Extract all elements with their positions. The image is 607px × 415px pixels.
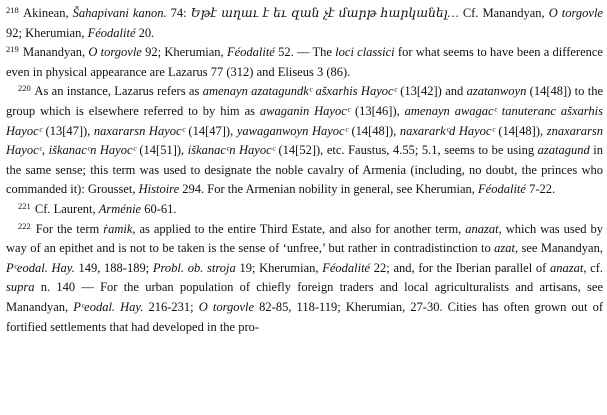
footnote-222 [6,220,603,338]
italic-text: ṙamik [103,221,133,236]
italic-text: znaxararsn Hayocᶜ [6,123,604,158]
italic-text: supra [6,280,35,295]
footnote-text [6,222,603,334]
text-run: 19; Kherumian, [235,260,323,275]
footnote-number: 222 [18,220,31,231]
italic-text: anazat [465,221,499,236]
text-run: For the term [35,221,104,236]
text-run: 92; Kherumian, [6,25,88,40]
text-run: 216-231; [143,299,199,314]
text-run: , [41,143,49,158]
text-run: (14[51]), [135,143,188,158]
italic-text: azatanwoyn [466,84,527,99]
text-run: , which was used by way of an epithet and is not to be taken is the sense of ‘unfree,’ but rather in contradistinction to [6,221,604,256]
text-run: 60-61. [141,201,177,216]
text-run: (14[48]) to the group which is elsewhere referred to by him as [6,84,604,118]
italic-text: O torgovle [198,299,255,314]
footnote-220 [6,82,603,200]
italic-text: Եթէ աղաւ է եւ զան չէ մարթ հարկանել… [190,6,459,20]
text-run: (13[42]) and [396,84,467,99]
italic-text: amenayn azatagundkᶜ ašxarhis Hayocᶜ [202,84,397,99]
text-run: n. 140 — For the urban population of chiefly foreign traders and local agriculturalists and artisans, see Manandyan, [6,280,603,314]
text-run: (13[46]), [350,103,405,118]
footnote-text [6,45,603,79]
italic-text: loci classici [335,45,395,60]
text-run: , cf. [583,260,603,275]
text-run: 294. For the Armenian nobility in general, see Kherumian, [179,182,479,197]
italic-text: iškanacᶜn Hayocᶜ [48,143,136,158]
italic-text: O torgovle [88,45,142,60]
italic-text: Šahapivani kanon. [72,6,167,20]
text-run: in the same sense; this term was used to designate the noble cavalry of Armenia (including, no doubt, the princes who commanded it): Grousset, [6,143,604,197]
italic-text: Féodalité [87,25,136,40]
italic-text: Arménie [98,201,142,216]
text-run: 82-85, 118-119; Kherumian, 27-30. Cities has often grown out of fortified settlements that had developed in the pro- [6,299,603,334]
footnote-text [6,84,603,196]
footnote-number: 221 [18,200,31,211]
italic-text: O torgovle [548,6,603,20]
italic-text: yawaganwoyn Hayocᶜ [236,123,348,138]
footnote-text [32,202,177,216]
footnote-219 [6,43,603,82]
text-run: Cf. Laurent, [34,201,99,216]
text-run: Akinean, [23,6,73,20]
footnote-number: 219 [6,44,19,55]
footnote-text [6,6,603,40]
text-run: 52. — The [274,45,336,60]
italic-text: awaganin Hayocᶜ [259,103,351,118]
italic-text: Féodalité [478,182,526,197]
text-run: , as applied to the entire Third Estate, and also for another term, [132,221,466,236]
italic-text: anazat [549,260,584,275]
text-run: (14[48]), [347,123,400,138]
text-run: 149, 188-189; [74,260,153,275]
italic-text: naxararsn Hayocᶜ [93,123,185,138]
text-run: 92; Kherumian, [141,45,227,60]
italic-text: amenayn awagacᶜ tanuteranc ašxarhis Hayocᶜ [6,103,603,138]
text-run: (14[52]), etc. Faustus, 4.55; 5.1, seems to be using [274,143,538,158]
italic-text: Probl. ob. stroja [152,260,236,275]
text-run: 20. [135,25,155,40]
italic-text: Féodalité [322,260,371,275]
text-run: (14[48]), [494,123,547,138]
text-run: 7-22. [525,182,556,197]
text-run: for what seems to have been a difference even in physical appearance are Lazarus 77 (312) and Eliseus 3 (86). [6,45,603,79]
text-run: , see Manandyan, [514,241,603,256]
footnote-221 [6,200,603,220]
text-run: 22; and, for the Iberian parallel of [370,260,550,275]
italic-text: Pᶜeodal. Hay. [6,260,75,275]
text-run: (14[47]), [184,123,237,138]
text-run: 74: [166,6,191,20]
italic-text: naxararkᶜd Hayocᶜ [399,123,495,138]
text-run: Cf. Manandyan, [458,6,549,20]
italic-text: azatagund [537,143,590,158]
text-run: (13[47]), [41,123,94,138]
text-run: As an instance, Lazarus refers as [34,84,203,99]
italic-text: azat [494,241,515,256]
text-run: Manandyan, [23,45,89,60]
italic-text: Féodalité [226,45,275,60]
footnote-218 [6,4,603,43]
footnote-number: 218 [6,5,19,15]
italic-text: Pᶜeodal. Hay. [73,299,144,314]
footnote-number: 220 [18,83,31,94]
italic-text: iškanacᶜn Hayocᶜ [187,143,275,158]
italic-text: Histoire [138,182,180,197]
